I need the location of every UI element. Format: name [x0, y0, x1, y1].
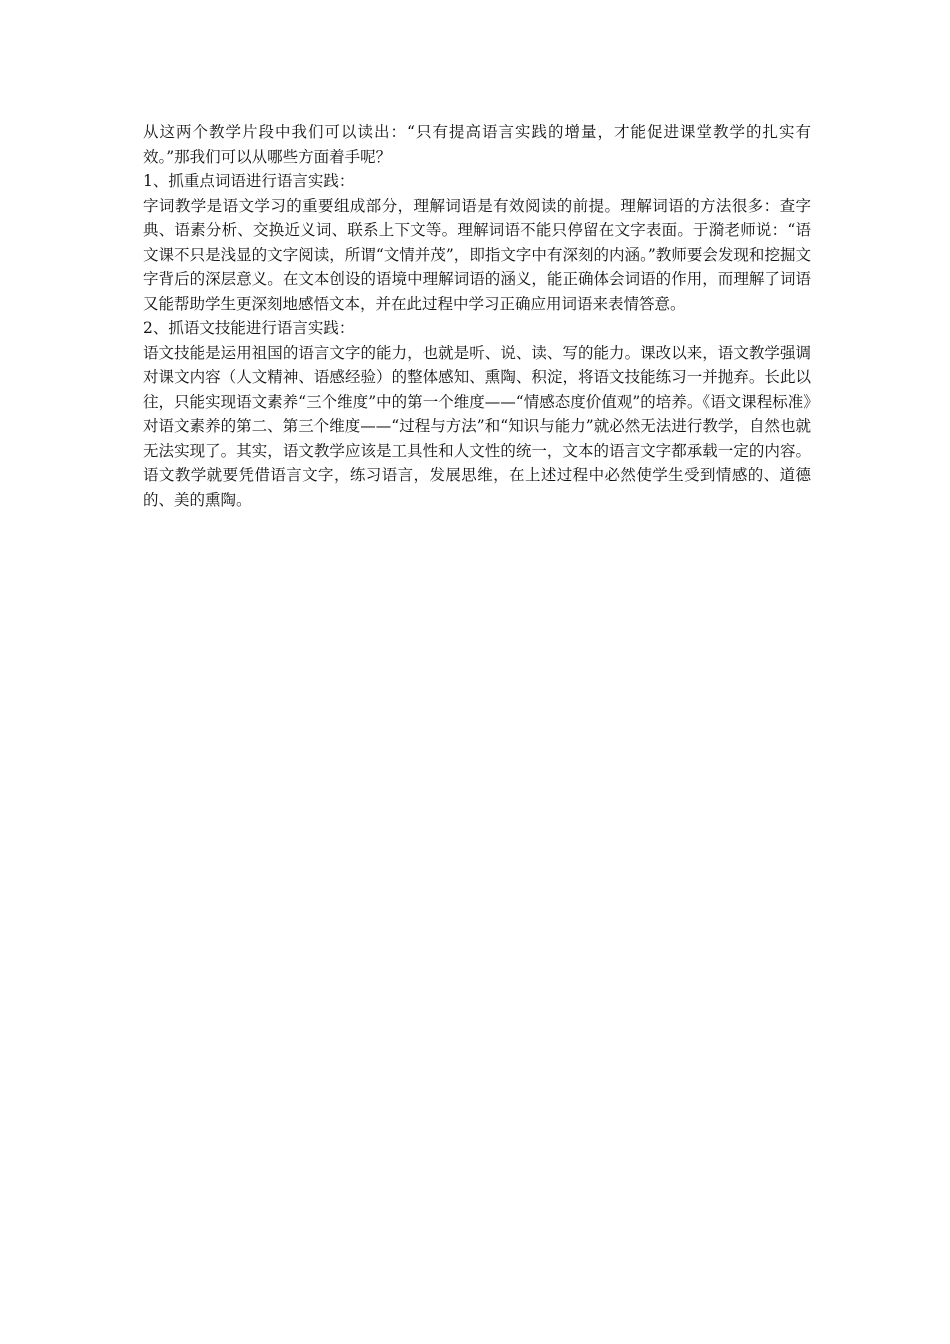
section-heading-1: 1、抓重点词语进行语言实践： [143, 172, 355, 190]
section-body-2: 语文技能是运用祖国的语言文字的能力，也就是听、说、读、写的能力。课改以来，语文教学强调对课文内容（人文精神、语感经验）的整体感知、熏陶、积淀，将语文技能练习一并抛弃。长此以往，只能实现语文素养“三个维度”中的第一个维度——“情感态度价值观”的培养。《语文课程标准》对语文素养的第二、第三个维度——“过程与方法”和“知识与能力”就必然无法进行教学，自然也就无法实现了。其实，语文教学应该是工具性和人文性的统一，文本的语言文字都承载一定的内容。语文教学就要凭借语言文字，练习语言，发展思维，在上述过程中必然使学生受到情感的、道德的、美的熏陶。 [143, 343, 811, 509]
intro-paragraph: 从这两个教学片段中我们可以读出：“只有提高语言实践的增量，才能促进课堂教学的扎实有效。”那我们可以从哪些方面着手呢？ [143, 123, 811, 166]
section-body-1: 字词教学是语文学习的重要组成部分，理解词语是有效阅读的前提。理解词语的方法很多：查字典、语素分析、交换近义词、联系上下文等。理解词语不能只停留在文字表面。于漪老师说：“语文课不只是浅显的文字阅读，所谓“文情并茂”，即指文字中有深刻的内涵。”教师要会发现和挖掘文字背后的深层意义。在文本创设的语境中理解词语的涵义，能正确体会词语的作用，而理解了词语又能帮助学生更深刻地感悟文本，并在此过程中学习正确应用词语来表情答意。 [143, 196, 811, 313]
document-body [143, 120, 811, 512]
section-heading-2: 2、抓语文技能进行语言实践： [143, 319, 355, 337]
